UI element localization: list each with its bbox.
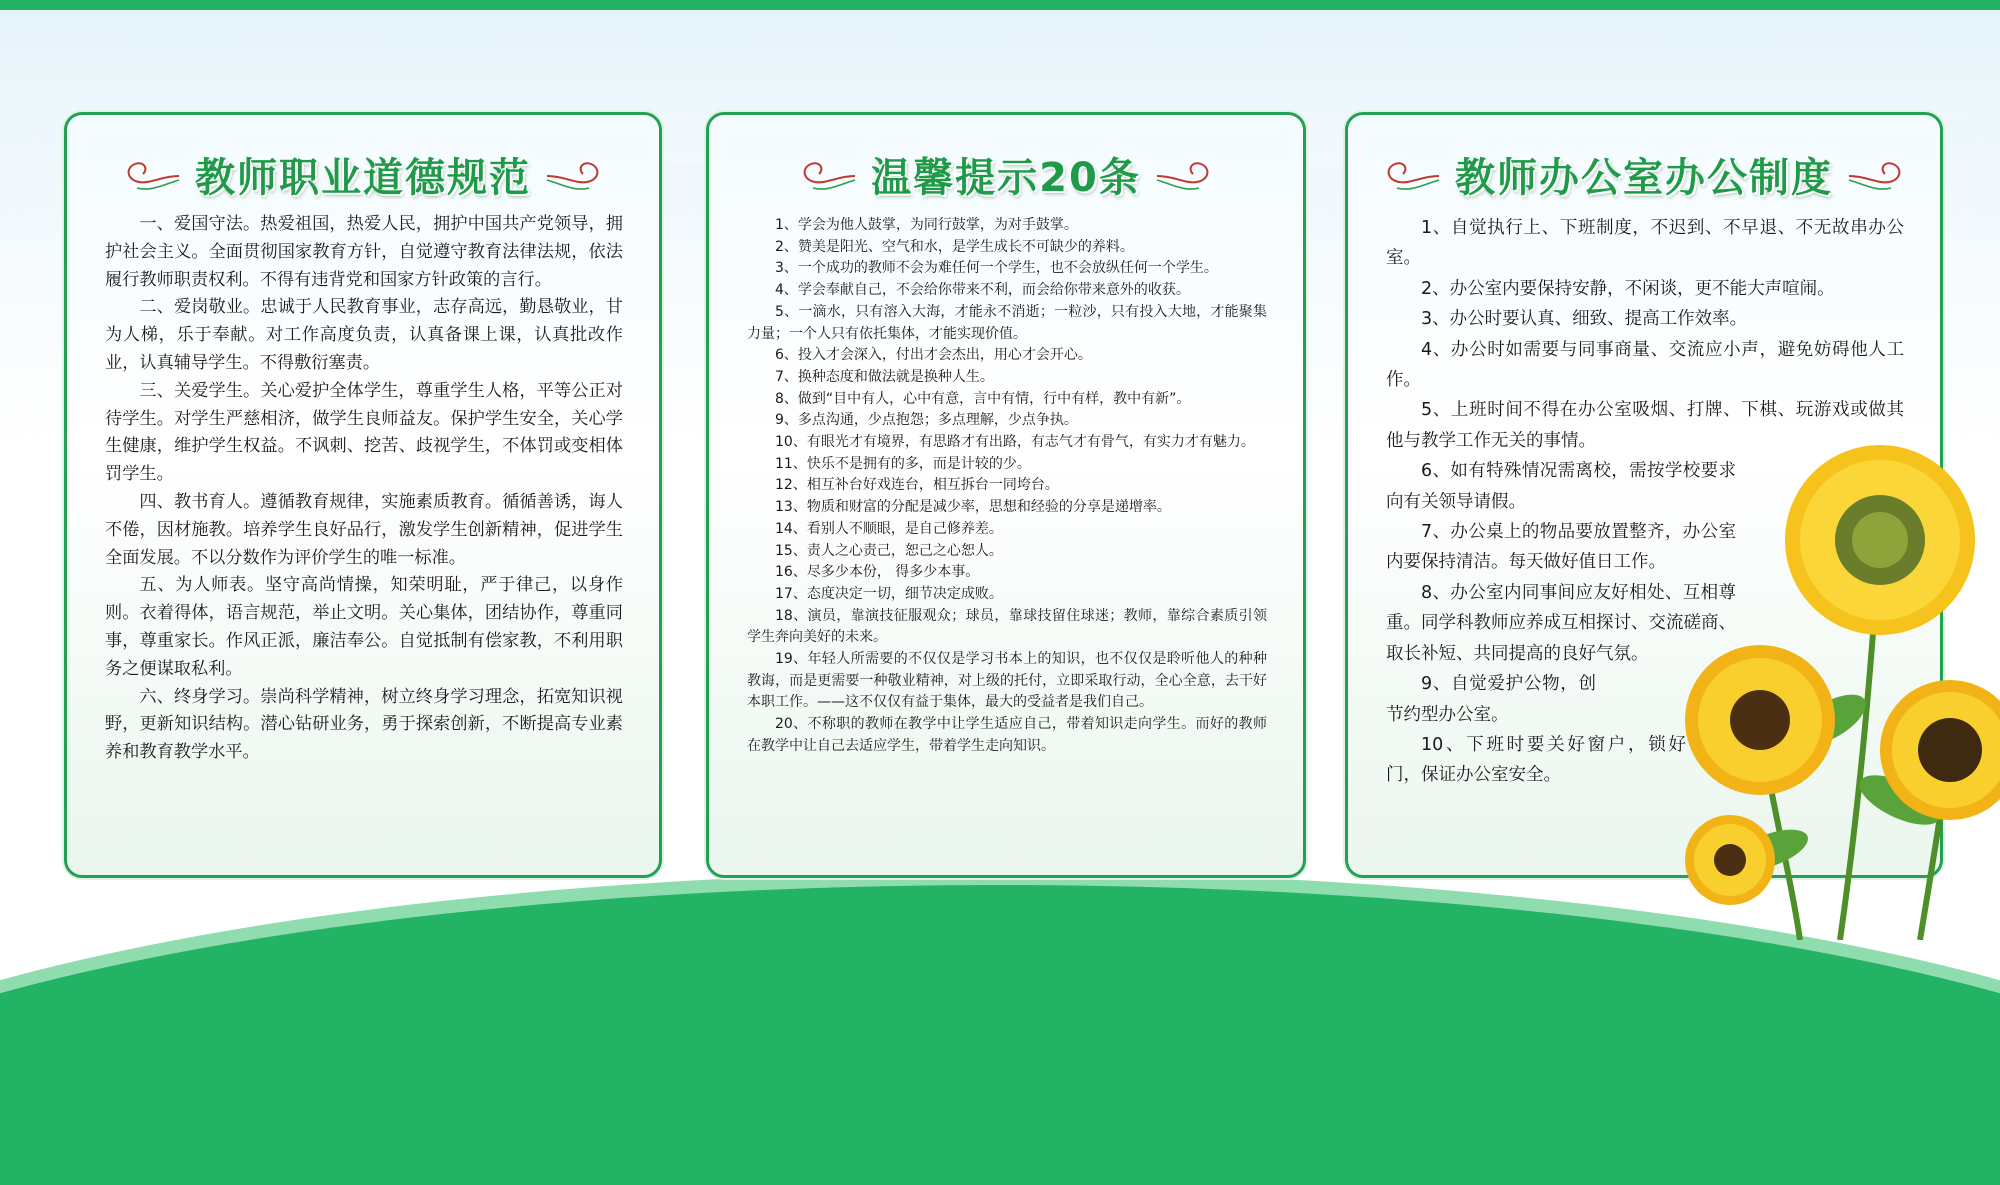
tip-item: 1、学会为他人鼓掌，为同行鼓掌，为对手鼓掌。 (775, 217, 1078, 233)
tip-item: 5、一滴水，只有溶入大海，才能永不消逝；一粒沙，只有投入大地，才能聚集力量；一个人只有依托集体，才能实现价值。 (747, 303, 1267, 342)
rule-item: 9、自觉爱护公物，创节约型办公室。 (1386, 674, 1596, 725)
panel-teacher-ethics (64, 112, 662, 878)
sunflower-illustration-icon (1650, 420, 2000, 940)
panel-body (105, 211, 623, 767)
panel-title: 教师办公室办公制度 (1455, 154, 1833, 201)
rule-item: 3、办公时要认真、细致、提高工作效率。 (1421, 309, 1748, 330)
panel-title: 教师职业道德规范 (195, 154, 531, 201)
flourish-right-icon (1847, 154, 1907, 194)
flourish-left-icon (121, 154, 181, 194)
panel-body (747, 215, 1267, 758)
rule-item: 8、办公室内同事间应友好相处、互相尊重。同学科教师应养成互相探讨、交流磋商、取长补短、共同提高的良好气氛。 (1386, 582, 1736, 664)
tip-item: 4、学会奉献自己，不会给你带来不利，而会给你带来意外的收获。 (775, 282, 1190, 299)
tip-item: 3、一个成功的教师不会为难任何一个学生，也不会放纵任何一个学生。 (775, 260, 1218, 277)
rule-item: 6、如有特殊情况需离校，需按学校要求向有关领导请假。 (1386, 461, 1736, 512)
paragraph: 一、爱国守法。热爱祖国，热爱人民，拥护中国共产党领导，拥护社会主义。全面贯彻国家教育方针，自觉遵守教育法律法规，依法履行教师职责权利。不得有违背党和国家方针政策的言行。 (105, 214, 623, 290)
rule-item: 7、办公桌上的物品要放置整齐，办公室内要保持清洁。每天做好值日工作。 (1386, 522, 1736, 573)
paragraph: 五、为人师表。坚守高尚情操，知荣明耻，严于律己，以身作则。衣着得体，语言规范，举止文明。关心集体，团结协作，尊重同事，尊重家长。作风正派，廉洁奉公。自觉抵制有偿家教，不利用职务之便谋取私利。 (105, 575, 623, 679)
tip-item: 10、有眼光才有境界，有思路才有出路，有志气才有骨气，有实力才有魅力。 (775, 434, 1255, 451)
rule-item: 1、自觉执行上、下班制度，不迟到、不早退、不无故串办公室。 (1386, 218, 1904, 269)
tip-item: 2、赞美是阳光、空气和水，是学生成长不可缺少的养料。 (775, 238, 1134, 255)
tip-item: 13、物质和财富的分配是减少率，思想和经验的分享是递增率。 (775, 499, 1171, 516)
paragraph: 三、关爱学生。关心爱护全体学生，尊重学生人格，平等公正对待学生。对学生严慈相济，做学生良师益友。保护学生安全，关心学生健康，维护学生权益。不讽刺、挖苦、歧视学生，不体罚或变相体罚学生。 (105, 380, 623, 485)
paragraph: 六、终身学习。崇尚科学精神，树立终身学习理念，拓宽知识视野，更新知识结构。潜心钻研业务，勇于探索创新，不断提高专业素养和教育教学水平。 (105, 686, 623, 763)
flourish-left-icon (797, 154, 857, 194)
tip-item: 11、快乐不是拥有的多，而是计较的少。 (775, 455, 1031, 472)
flourish-left-icon (1381, 154, 1441, 194)
paragraph: 四、教书育人。遵循教育规律，实施素质教育。循循善诱，诲人不倦，因材施教。培养学生良好品行，激发学生创新精神，促进学生全面发展。不以分数作为评价学生的唯一标准。 (105, 491, 623, 568)
tip-item: 14、看别人不顺眼，是自己修养差。 (775, 520, 1003, 537)
flourish-right-icon (1155, 154, 1215, 194)
flourish-right-icon (545, 154, 605, 194)
tip-item: 15、责人之心责己，恕己之心恕人。 (775, 542, 1003, 559)
tip-item: 9、多点沟通，少点抱怨；多点理解，少点争执。 (775, 412, 1078, 429)
tip-item: 16、尽多少本份， 得多少本事。 (775, 564, 980, 581)
tip-item: 7、换种态度和做法就是换种人生。 (775, 368, 994, 385)
panel-title-row (67, 143, 659, 205)
panel-title: 温馨提示20条 (871, 154, 1141, 201)
panel-title-row (1348, 143, 1940, 205)
tip-item: 6、投入才会深入，付出才会杰出，用心才会开心。 (775, 347, 1092, 364)
rule-item: 10、下班时要关好窗户，锁好门，保证办公室安全。 (1386, 734, 1686, 786)
tip-item: 8、做到“目中有人，心中有意，言中有情，行中有样，教中有新”。 (775, 390, 1191, 407)
rule-item: 2、办公室内要保持安静，不闲谈，更不能大声喧闹。 (1421, 278, 1835, 299)
tip-item: 17、态度决定一切，细节决定成败。 (775, 585, 1003, 602)
rule-item: 5、上班时间不得在办公室吸烟、打牌、下棋、玩游戏或做其他与教学工作无关的事情。 (1386, 400, 1904, 451)
tip-item: 20、不称职的教师在教学中让学生适应自己，带着知识走向学生。而好的教师在教学中让自己去适应学生，带着学生走向知识。 (747, 716, 1267, 754)
tip-item: 18、演员，靠演技征服观众；球员，靠球技留住球迷；教师，靠综合素质引领学生奔向美好的未来。 (747, 607, 1267, 646)
paragraph: 二、爱岗敬业。忠诚于人民教育事业，志存高远，勤恳敬业，甘为人梯，乐于奉献。对工作高度负责，认真备课上课，认真批改作业，认真辅导学生。不得敷衍塞责。 (105, 297, 623, 373)
panel-title-row (709, 143, 1303, 205)
panel-warm-tips (706, 112, 1306, 878)
tip-item: 19、年轻人所需要的不仅仅是学习书本上的知识，也不仅仅是聆听他人的种种教诲，而是更需要一种敬业精神，对上级的托付，立即采取行动，全心全意，去干好本职工作。——这不仅仅有益于集体，最大的受益者是我们自己。 (747, 651, 1267, 711)
tip-item: 12、相互补台好戏连台，相互拆台一同垮台。 (775, 477, 1059, 494)
rule-item: 4、办公时如需要与同事商量、交流应小声，避免妨碍他人工作。 (1386, 339, 1904, 391)
